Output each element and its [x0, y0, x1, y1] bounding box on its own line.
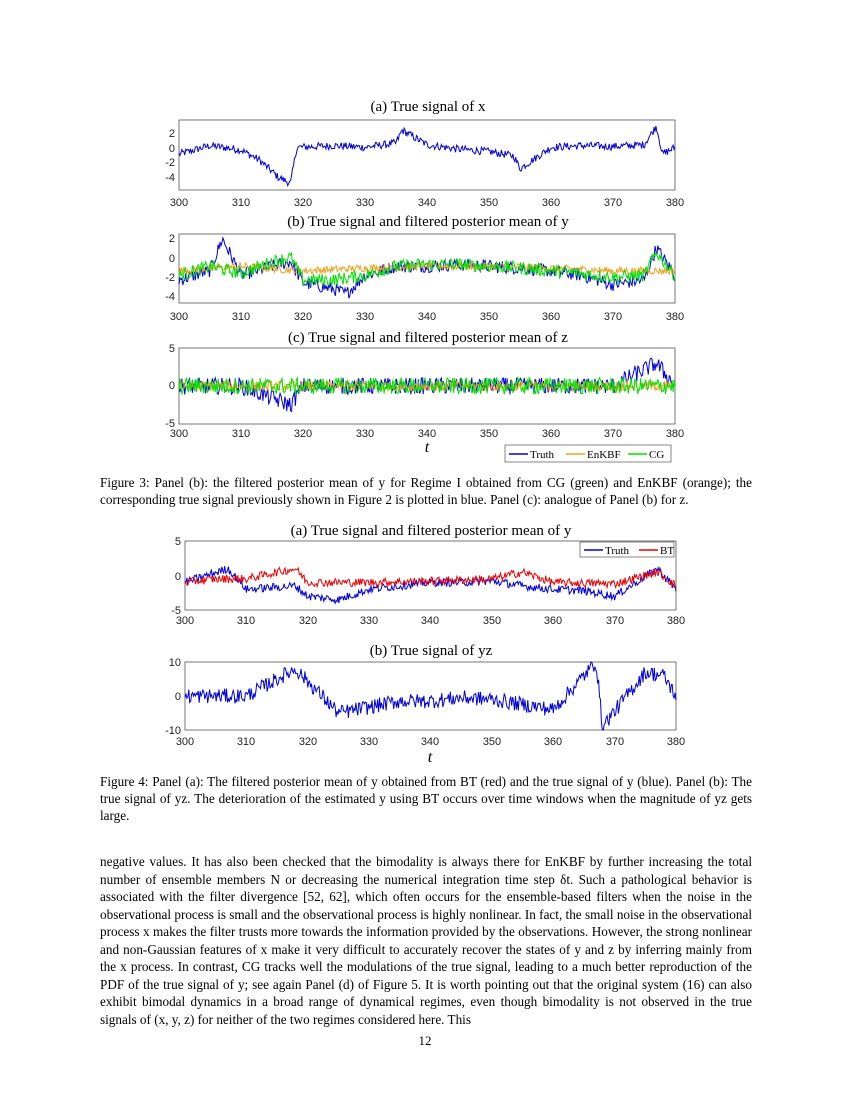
x-tick-label: 370: [605, 736, 625, 748]
series-line-truth-yz: [185, 662, 676, 730]
x-tick-label: 340: [420, 736, 440, 748]
x-tick-label: 320: [293, 428, 313, 440]
figure-3: [0, 0, 850, 470]
x-tick-label: 310: [236, 736, 256, 748]
x-tick-labels: [170, 197, 684, 209]
x-tick-labels: [176, 615, 685, 627]
x-tick-label: 340: [417, 311, 437, 323]
y-tick-label: -5: [165, 418, 175, 430]
x-tick-label: 320: [293, 197, 313, 209]
x-tick-label: 340: [420, 615, 440, 627]
x-tick-label: 340: [417, 197, 437, 209]
x-tick-label: 310: [231, 311, 251, 323]
y-tick-label: -2: [165, 157, 175, 169]
panel-4a: [171, 536, 685, 627]
legend-label: CG: [649, 449, 665, 461]
series-line-bt: [185, 568, 676, 589]
x-tick-label: 300: [175, 615, 195, 627]
x-tick-label: 340: [417, 428, 437, 440]
panel-4b: [165, 657, 685, 748]
x-tick-label: 310: [236, 615, 256, 627]
y-tick-label: 2: [168, 128, 175, 140]
y-tick-label: 5: [168, 343, 175, 355]
x-tick-label: 320: [293, 311, 313, 323]
x-tick-label: 300: [169, 311, 189, 323]
y-tick-label: -4: [165, 291, 175, 303]
axes-box: [185, 662, 676, 730]
legend: [505, 445, 671, 462]
x-axis-label: t: [427, 749, 433, 766]
x-tick-label: 300: [169, 197, 189, 209]
y-tick-label: -2: [165, 272, 175, 284]
x-tick-label: 370: [603, 428, 623, 440]
x-tick-label: 330: [355, 311, 375, 323]
x-tick-label: 330: [359, 736, 379, 748]
x-tick-label: 310: [231, 428, 251, 440]
x-tick-label: 330: [355, 197, 375, 209]
series-layer: [179, 358, 675, 411]
x-tick-label: 330: [355, 428, 375, 440]
panel-3b: [165, 233, 684, 323]
y-tick-label: 0: [168, 143, 175, 155]
x-tick-label: 350: [479, 428, 499, 440]
x-tick-label: 370: [603, 197, 623, 209]
x-tick-label: 360: [541, 197, 561, 209]
y-tick-label: -5: [171, 605, 181, 617]
y-tick-label: 0: [174, 571, 181, 583]
panel-title: (a) True signal and filtered posterior mean of y: [290, 523, 572, 539]
x-tick-label: 370: [603, 311, 623, 323]
x-tick-label: 370: [605, 615, 625, 627]
series-line-truth: [185, 566, 676, 603]
series-line-truth: [179, 238, 675, 298]
y-tick-label: 0: [168, 380, 175, 392]
legend-label: EnKBF: [587, 449, 621, 461]
y-tick-label: 10: [168, 657, 181, 669]
x-tick-label: 380: [665, 428, 685, 440]
x-tick-label: 330: [359, 615, 379, 627]
x-tick-label: 380: [665, 311, 685, 323]
series-layer: [185, 662, 676, 730]
series-layer: [185, 566, 676, 603]
series-layer: [179, 238, 675, 298]
x-tick-label: 350: [482, 615, 502, 627]
x-tick-label: 310: [231, 197, 251, 209]
panel-3a: [165, 120, 684, 209]
y-tick-label: 5: [174, 536, 181, 548]
figure-3-caption: Figure 3: Panel (b): the filtered posterior mean of y for Regime I obtained from CG (green) and EnKBF (orange); the corresponding true signal previously shown in Figure 2 is plotted in blue. Panel (c): analogue of Panel (b) for z.: [100, 475, 752, 507]
legend-label: Truth: [530, 449, 555, 461]
x-tick-label: 360: [541, 311, 561, 323]
x-tick-label: 320: [298, 615, 318, 627]
x-tick-labels: [176, 736, 685, 748]
x-tick-label: 300: [175, 736, 195, 748]
series-line-truth-x: [179, 126, 675, 186]
legend-label: Truth: [605, 545, 630, 557]
x-tick-labels: [170, 311, 684, 323]
figure-4: [0, 515, 850, 815]
x-axis-label: t: [424, 439, 430, 456]
x-tick-label: 380: [666, 615, 686, 627]
x-tick-label: 360: [543, 615, 563, 627]
figure-4-caption: Figure 4: Panel (a): The filtered posterior mean of y obtained from BT (red) and the true signal of y (blue). Panel (b): The true signal of yz. The deterioration of the estimated y using BT occurs over time windows when the magnitude of yz gets large.: [100, 774, 752, 823]
x-tick-label: 300: [169, 428, 189, 440]
legend: [580, 542, 674, 557]
y-tick-label: 0: [174, 691, 181, 703]
panel-title: (a) True signal of x: [370, 99, 486, 115]
page-number: 12: [418, 1033, 432, 1048]
x-tick-label: 360: [541, 428, 561, 440]
x-tick-label: 350: [479, 311, 499, 323]
body-paragraph: negative values. It has also been checked that the bimodality is always there for EnKBF by further increasing the total number of ensemble members N or decreasing the numerical integration time step δt. Such a pathological behavior is associated with the filter divergence [52, 62], which often occurs for the ensemble-based filters when the noise in the observational process is small and the observational process is highly nonlinear. In fact, the small noise in the observational process x makes the filter trusts more towards the information provided by the observations. However, the strong nonlinear and non-Gaussian features of x make it very difficult to accurately recover the states of y and z by inferring mainly from the x process. In contrast, CG tracks well the modulations of the true signal, leading to a much better reproduction of the PDF of the true signal of y; see again Panel (d) of Figure 5. It is worth pointing out that the original system (16) can also exhibit bimodal dynamics in a broad range of dynamical regimes, even though bimodality is not observed in the true signals of (x, y, z) for neither of the two regimes considered here. This: [100, 854, 752, 1027]
x-tick-label: 360: [543, 736, 563, 748]
y-tick-label: 0: [168, 253, 175, 265]
x-tick-label: 320: [298, 736, 318, 748]
x-tick-label: 350: [482, 736, 502, 748]
x-tick-label: 350: [479, 197, 499, 209]
x-tick-label: 380: [666, 736, 686, 748]
y-tick-label: -4: [165, 172, 175, 184]
y-tick-label: 2: [168, 233, 175, 245]
panel-title: (c) True signal and filtered posterior mean of z: [288, 330, 568, 346]
panel-3c: [165, 343, 684, 440]
series-layer: [179, 126, 675, 186]
legend-label: BT: [660, 545, 675, 557]
x-tick-label: 380: [665, 197, 685, 209]
panel-title: (b) True signal of yz: [369, 643, 493, 659]
y-tick-label: -10: [165, 725, 181, 737]
panel-title: (b) True signal and filtered posterior mean of y: [287, 214, 569, 230]
